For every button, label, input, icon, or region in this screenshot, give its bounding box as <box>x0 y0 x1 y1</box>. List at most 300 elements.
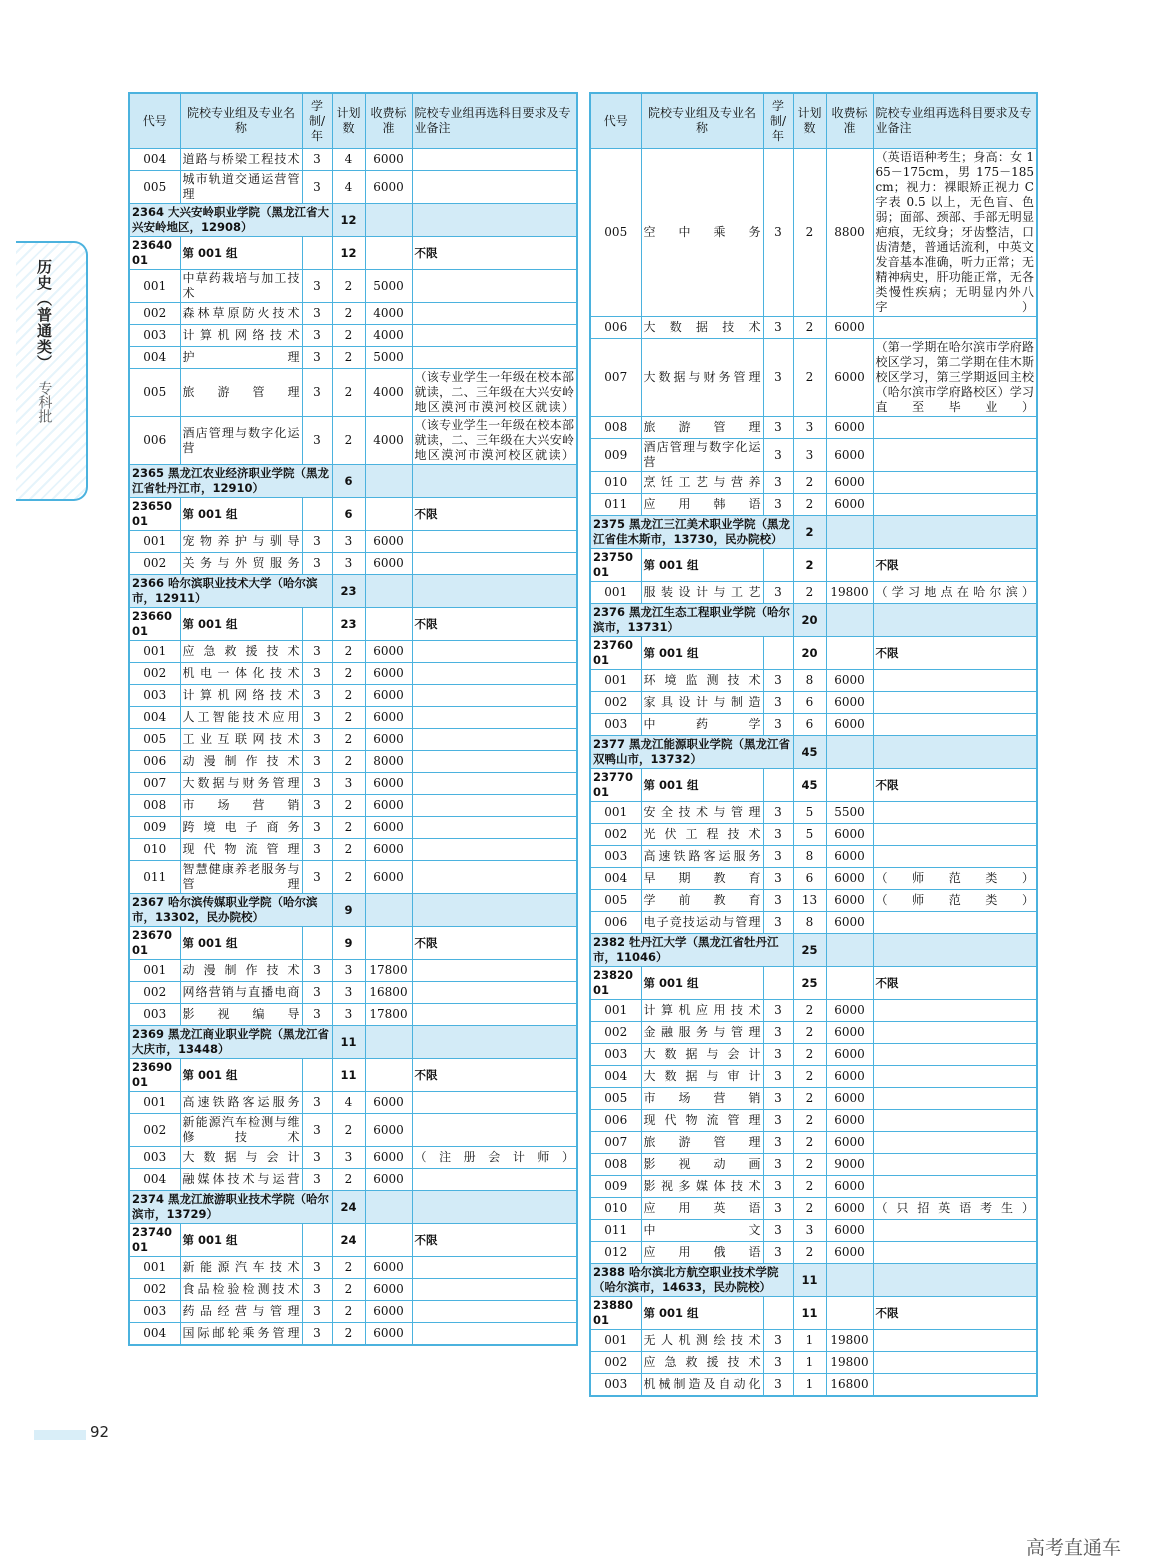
years-cell: 3 <box>302 707 332 729</box>
major-row <box>590 1176 1037 1198</box>
major-row <box>590 714 1037 736</box>
major-code: 011 <box>590 1220 641 1242</box>
plan-count: 2 <box>793 317 826 339</box>
major-code: 002 <box>590 1352 641 1374</box>
plan-count: 11 <box>793 1297 826 1330</box>
major-row <box>590 1132 1037 1154</box>
years-cell: 3 <box>763 670 793 692</box>
fee-cell <box>365 1026 412 1059</box>
major-note <box>412 982 577 1004</box>
major-name: 酒店管理与数字化运营 <box>180 417 302 465</box>
major-note <box>412 707 577 729</box>
major-note <box>412 729 577 751</box>
header-plan: 计划数 <box>332 93 365 149</box>
major-note <box>412 1169 577 1191</box>
fee-cell: 6000 <box>365 839 412 861</box>
major-note <box>412 553 577 575</box>
major-note <box>412 1257 577 1279</box>
plan-count: 2 <box>793 516 826 549</box>
group-code: 2376001 <box>590 637 641 670</box>
group-name: 第 001 组 <box>641 549 763 582</box>
major-code: 002 <box>129 663 180 685</box>
fee-cell <box>365 1191 412 1224</box>
plan-count: 2 <box>793 549 826 582</box>
group-name: 第 001 组 <box>641 637 763 670</box>
major-note: （师范类） <box>873 868 1037 890</box>
years-cell: 3 <box>302 773 332 795</box>
table-body <box>129 149 577 1346</box>
years-cell: 3 <box>763 890 793 912</box>
fee-cell: 6000 <box>826 1000 873 1022</box>
plan-count: 4 <box>332 171 365 204</box>
fee-cell: 6000 <box>365 149 412 171</box>
major-row <box>590 417 1037 439</box>
major-note <box>873 1066 1037 1088</box>
years-cell: 3 <box>763 1154 793 1176</box>
years-cell <box>763 769 793 802</box>
major-name: 影视动画 <box>641 1154 763 1176</box>
plan-count: 2 <box>793 1000 826 1022</box>
major-code: 004 <box>129 1323 180 1346</box>
group-name: 第 001 组 <box>180 1224 302 1257</box>
plan-count: 2 <box>332 303 365 325</box>
major-name: 计算机网络技术 <box>180 685 302 707</box>
plan-count: 2 <box>332 839 365 861</box>
plan-count: 2 <box>332 1114 365 1147</box>
plan-count: 2 <box>332 729 365 751</box>
major-name: 早期教育 <box>641 868 763 890</box>
major-name: 护理 <box>180 347 302 369</box>
major-name: 金融服务与管理 <box>641 1022 763 1044</box>
major-row <box>129 1092 577 1114</box>
major-note <box>412 1004 577 1026</box>
table-header-row <box>129 93 577 149</box>
major-row <box>129 839 577 861</box>
group-row <box>590 549 1037 582</box>
major-code: 005 <box>590 1088 641 1110</box>
major-code: 002 <box>129 1279 180 1301</box>
plan-count: 1 <box>793 1374 826 1397</box>
major-row <box>590 1154 1037 1176</box>
side-tab-title: 历史（普通类） <box>35 259 53 371</box>
school-name: 2367 哈尔滨传媒职业学院（哈尔滨市，13302，民办院校） <box>129 894 332 927</box>
major-name: 应用韩语 <box>641 494 763 516</box>
major-code: 001 <box>129 960 180 982</box>
major-note <box>873 1132 1037 1154</box>
major-code: 005 <box>590 890 641 912</box>
fee-cell: 6000 <box>826 1088 873 1110</box>
school-name: 2375 黑龙江三江美术职业学院（黑龙江省佳木斯市，13730，民办院校） <box>590 516 793 549</box>
major-name: 智慧健康养老服务与管理 <box>180 861 302 894</box>
major-note <box>873 1044 1037 1066</box>
note-cell <box>873 1264 1037 1297</box>
school-row <box>590 516 1037 549</box>
plan-count: 8 <box>793 670 826 692</box>
major-row <box>129 1279 577 1301</box>
major-name: 食品检验检测技术 <box>180 1279 302 1301</box>
plan-count: 2 <box>793 1154 826 1176</box>
header-name: 院校专业组及专业名称 <box>180 93 302 149</box>
fee-cell <box>365 465 412 498</box>
school-row <box>129 204 577 237</box>
years-cell: 3 <box>763 802 793 824</box>
subject-requirement: 不限 <box>873 967 1037 1000</box>
major-name: 学前教育 <box>641 890 763 912</box>
years-cell: 3 <box>302 685 332 707</box>
major-code: 002 <box>590 824 641 846</box>
plan-count: 3 <box>332 531 365 553</box>
years-cell: 3 <box>763 1374 793 1397</box>
group-name: 第 001 组 <box>641 967 763 1000</box>
major-name: 旅游管理 <box>641 1132 763 1154</box>
years-cell: 3 <box>763 149 793 317</box>
plan-count: 2 <box>793 1242 826 1264</box>
major-note: （第一学期在哈尔滨市学府路校区学习，第二学期在佳木斯校区学习，第三学期返回主校（哈尔滨市学府路校区）学习直至毕业） <box>873 339 1037 417</box>
years-cell: 3 <box>763 846 793 868</box>
major-row <box>129 303 577 325</box>
fee-cell <box>365 204 412 237</box>
years-cell <box>763 967 793 1000</box>
major-code: 006 <box>129 751 180 773</box>
major-code: 003 <box>129 1004 180 1026</box>
major-code: 001 <box>129 270 180 303</box>
years-cell: 3 <box>302 1301 332 1323</box>
major-row <box>590 1374 1037 1397</box>
plan-count: 2 <box>793 472 826 494</box>
major-code: 004 <box>129 347 180 369</box>
school-row <box>129 1191 577 1224</box>
page-number-bar <box>34 1430 86 1440</box>
major-row <box>590 802 1037 824</box>
years-cell: 3 <box>302 960 332 982</box>
major-note: （学习地点在哈尔滨） <box>873 582 1037 604</box>
plan-count: 3 <box>332 1004 365 1026</box>
fee-cell: 6000 <box>826 846 873 868</box>
years-cell <box>302 927 332 960</box>
plan-count: 2 <box>332 795 365 817</box>
fee-cell: 17800 <box>365 1004 412 1026</box>
major-note <box>412 347 577 369</box>
major-code: 002 <box>590 1022 641 1044</box>
school-row <box>129 894 577 927</box>
fee-cell: 6000 <box>826 1044 873 1066</box>
admission-table-left <box>128 92 578 1346</box>
plan-count: 8 <box>793 846 826 868</box>
plan-count: 5 <box>793 802 826 824</box>
fee-cell: 6000 <box>365 1092 412 1114</box>
group-code: 2365001 <box>129 498 180 531</box>
major-row <box>129 641 577 663</box>
years-cell: 3 <box>763 1330 793 1352</box>
major-name: 动漫制作技术 <box>180 960 302 982</box>
plan-count: 3 <box>793 417 826 439</box>
fee-cell: 6000 <box>826 824 873 846</box>
fee-cell: 6000 <box>826 472 873 494</box>
years-cell: 3 <box>763 1352 793 1374</box>
major-name: 环境监测技术 <box>641 670 763 692</box>
school-name: 2364 大兴安岭职业学院（黑龙江省大兴安岭地区，12908） <box>129 204 332 237</box>
plan-count: 3 <box>332 960 365 982</box>
major-row <box>590 1330 1037 1352</box>
major-code: 003 <box>129 1147 180 1169</box>
note-cell <box>873 736 1037 769</box>
major-code: 003 <box>590 1044 641 1066</box>
major-name: 融媒体技术与运营 <box>180 1169 302 1191</box>
major-name: 机电一体化技术 <box>180 663 302 685</box>
years-cell: 3 <box>763 824 793 846</box>
major-note: （该专业学生一年级在校本部就读，二、三年级在大兴安岭地区漠河市漠河校区就读） <box>412 417 577 465</box>
fee-cell: 19800 <box>826 582 873 604</box>
plan-count: 2 <box>793 1044 826 1066</box>
major-code: 001 <box>590 802 641 824</box>
major-note <box>873 1022 1037 1044</box>
plan-count: 6 <box>793 868 826 890</box>
major-row <box>590 1242 1037 1264</box>
group-code: 2364001 <box>129 237 180 270</box>
fee-cell: 6000 <box>826 317 873 339</box>
years-cell: 3 <box>302 531 332 553</box>
major-note <box>873 1154 1037 1176</box>
school-row <box>129 1026 577 1059</box>
plan-count: 2 <box>332 641 365 663</box>
fee-cell: 6000 <box>826 714 873 736</box>
fee-cell: 6000 <box>365 641 412 663</box>
plan-count: 2 <box>793 582 826 604</box>
major-name: 计算机应用技术 <box>641 1000 763 1022</box>
group-code: 2382001 <box>590 967 641 1000</box>
major-row <box>590 868 1037 890</box>
major-note <box>412 149 577 171</box>
major-name: 跨境电子商务 <box>180 817 302 839</box>
major-name: 空中乘务 <box>641 149 763 317</box>
major-note <box>412 773 577 795</box>
plan-count: 2 <box>332 685 365 707</box>
fee-cell: 6000 <box>826 890 873 912</box>
major-note: （英语语种考生；身高：女 165－175cm，男 175－185cm；视力：裸眼矫正视力 C 字表 0.5 以上，无色盲、色弱；面部、颈部、手部无明显疤痕，无纹身；牙齿整洁，口齿清楚，普通话流利，中英文发音基本准确，听力正常；无精神病史，肝功能正常，无各类慢性疾病；无明显内外八字） <box>873 149 1037 317</box>
major-note <box>412 531 577 553</box>
fee-cell <box>826 1297 873 1330</box>
school-name: 2376 黑龙江生态工程职业学院（哈尔滨市，13731） <box>590 604 793 637</box>
subject-requirement: 不限 <box>873 1297 1037 1330</box>
major-name: 机械制造及自动化 <box>641 1374 763 1397</box>
major-code: 009 <box>590 1176 641 1198</box>
major-note <box>873 1330 1037 1352</box>
major-row <box>590 149 1037 317</box>
fee-cell: 4000 <box>365 369 412 417</box>
major-note <box>412 641 577 663</box>
group-code: 2374001 <box>129 1224 180 1257</box>
major-note <box>873 1374 1037 1397</box>
fee-cell: 16800 <box>826 1374 873 1397</box>
plan-count: 2 <box>793 1198 826 1220</box>
major-code: 002 <box>129 553 180 575</box>
major-row <box>590 692 1037 714</box>
major-name: 工业互联网技术 <box>180 729 302 751</box>
years-cell: 3 <box>302 325 332 347</box>
years-cell: 3 <box>763 1132 793 1154</box>
header-years: 学制/年 <box>763 93 793 149</box>
major-row <box>129 729 577 751</box>
plan-count: 2 <box>332 1169 365 1191</box>
years-cell: 3 <box>763 494 793 516</box>
major-code: 010 <box>129 839 180 861</box>
major-name: 应急救援技术 <box>641 1352 763 1374</box>
group-row <box>129 927 577 960</box>
major-row <box>129 1301 577 1323</box>
major-name: 城市轨道交通运营管理 <box>180 171 302 204</box>
major-note <box>873 317 1037 339</box>
fee-cell: 6000 <box>365 531 412 553</box>
years-cell: 3 <box>302 729 332 751</box>
header-code: 代号 <box>590 93 641 149</box>
fee-cell: 6000 <box>826 1132 873 1154</box>
major-code: 005 <box>129 729 180 751</box>
major-row <box>129 369 577 417</box>
fee-cell <box>826 934 873 967</box>
group-name: 第 001 组 <box>180 927 302 960</box>
plan-count: 6 <box>332 465 365 498</box>
school-row <box>590 934 1037 967</box>
major-name: 市场营销 <box>641 1088 763 1110</box>
major-code: 010 <box>590 1198 641 1220</box>
plan-count: 2 <box>793 494 826 516</box>
fee-cell: 6000 <box>826 339 873 417</box>
group-name: 第 001 组 <box>180 498 302 531</box>
header-fee: 收费标准 <box>365 93 412 149</box>
fee-cell: 6000 <box>365 1114 412 1147</box>
fee-cell: 8000 <box>365 751 412 773</box>
major-name: 新能源汽车技术 <box>180 1257 302 1279</box>
years-cell: 3 <box>302 1279 332 1301</box>
years-cell: 3 <box>763 1176 793 1198</box>
school-row <box>129 575 577 608</box>
major-row <box>590 1088 1037 1110</box>
fee-cell <box>365 894 412 927</box>
major-note <box>412 303 577 325</box>
fee-cell <box>365 927 412 960</box>
header-note: 院校专业组再选科目要求及专业备注 <box>412 93 577 149</box>
major-name: 森林草原防火技术 <box>180 303 302 325</box>
major-name: 中文 <box>641 1220 763 1242</box>
major-row <box>129 861 577 894</box>
years-cell: 3 <box>302 303 332 325</box>
group-row <box>129 498 577 531</box>
header-years: 学制/年 <box>302 93 332 149</box>
plan-count: 2 <box>332 1257 365 1279</box>
years-cell: 3 <box>763 1044 793 1066</box>
years-cell: 3 <box>763 1242 793 1264</box>
major-name: 影视编导 <box>180 1004 302 1026</box>
major-code: 001 <box>129 641 180 663</box>
years-cell: 3 <box>763 912 793 934</box>
plan-count: 2 <box>793 149 826 317</box>
school-row <box>129 465 577 498</box>
years-cell: 3 <box>302 1169 332 1191</box>
major-row <box>590 339 1037 417</box>
years-cell: 3 <box>302 1092 332 1114</box>
major-row <box>590 824 1037 846</box>
plan-count: 2 <box>332 1323 365 1346</box>
note-cell <box>412 204 577 237</box>
plan-count: 23 <box>332 575 365 608</box>
major-name: 大数据与会计 <box>641 1044 763 1066</box>
group-name: 第 001 组 <box>180 237 302 270</box>
plan-count: 20 <box>793 604 826 637</box>
major-note <box>873 1088 1037 1110</box>
group-row <box>129 1224 577 1257</box>
years-cell: 3 <box>763 1022 793 1044</box>
plan-count: 1 <box>793 1330 826 1352</box>
group-code: 2375001 <box>590 549 641 582</box>
major-row <box>129 707 577 729</box>
plan-count: 2 <box>793 1022 826 1044</box>
major-code: 011 <box>129 861 180 894</box>
major-code: 006 <box>590 317 641 339</box>
major-name: 计算机网络技术 <box>180 325 302 347</box>
major-code: 007 <box>590 339 641 417</box>
years-cell: 3 <box>302 751 332 773</box>
major-row <box>129 325 577 347</box>
plan-count: 2 <box>332 325 365 347</box>
fee-cell: 6000 <box>826 868 873 890</box>
fee-cell: 6000 <box>365 685 412 707</box>
major-code: 009 <box>590 439 641 472</box>
plan-count: 2 <box>332 707 365 729</box>
years-cell: 3 <box>763 1220 793 1242</box>
major-name: 市场营销 <box>180 795 302 817</box>
years-cell: 3 <box>302 861 332 894</box>
subject-requirement: 不限 <box>412 498 577 531</box>
major-note <box>412 751 577 773</box>
fee-cell: 6000 <box>365 707 412 729</box>
plan-count: 2 <box>793 1110 826 1132</box>
major-name: 大数据与审计 <box>641 1066 763 1088</box>
fee-cell: 6000 <box>365 817 412 839</box>
major-name: 关务与外贸服务 <box>180 553 302 575</box>
years-cell <box>763 1297 793 1330</box>
plan-count: 20 <box>793 637 826 670</box>
fee-cell <box>365 498 412 531</box>
plan-count: 5 <box>793 824 826 846</box>
major-row <box>129 1004 577 1026</box>
fee-cell: 6000 <box>826 494 873 516</box>
fee-cell <box>826 967 873 1000</box>
major-row <box>590 1352 1037 1374</box>
major-row <box>129 685 577 707</box>
major-code: 003 <box>590 714 641 736</box>
group-row <box>129 608 577 641</box>
group-name: 第 001 组 <box>180 608 302 641</box>
major-note <box>412 1323 577 1346</box>
note-cell <box>412 1026 577 1059</box>
fee-cell: 6000 <box>826 912 873 934</box>
major-row <box>129 531 577 553</box>
header-plan: 计划数 <box>793 93 826 149</box>
group-name: 第 001 组 <box>641 1297 763 1330</box>
subject-requirement: 不限 <box>412 608 577 641</box>
school-row <box>590 1264 1037 1297</box>
major-name: 旅游管理 <box>641 417 763 439</box>
major-row <box>590 582 1037 604</box>
fee-cell <box>365 1224 412 1257</box>
major-name: 无人机测绘技术 <box>641 1330 763 1352</box>
major-row <box>590 1220 1037 1242</box>
fee-cell <box>826 637 873 670</box>
plan-count: 25 <box>793 934 826 967</box>
major-note <box>412 1114 577 1147</box>
major-code: 009 <box>129 817 180 839</box>
group-row <box>590 1297 1037 1330</box>
